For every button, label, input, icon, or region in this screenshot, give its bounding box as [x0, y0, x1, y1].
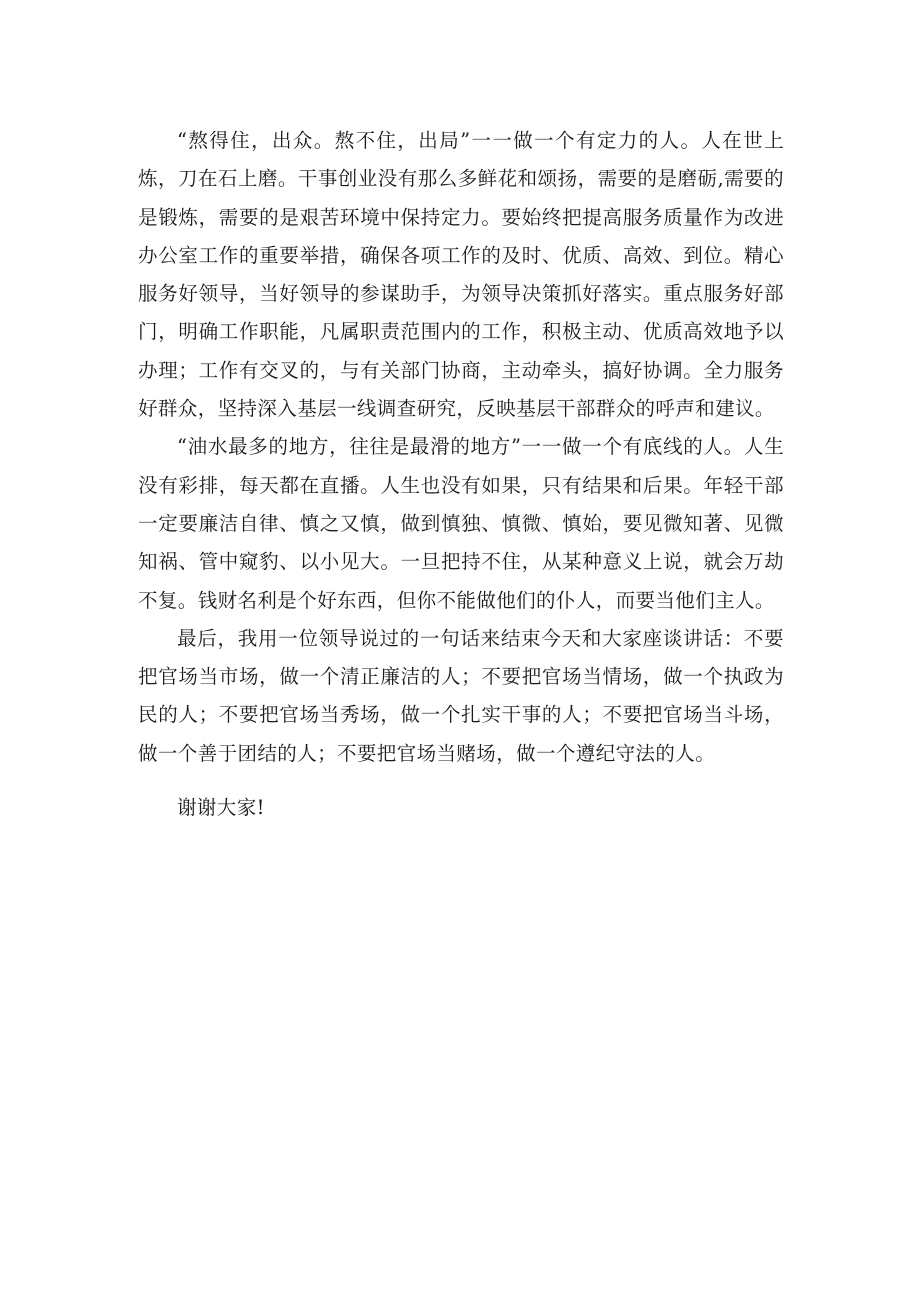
document-page [138, 122, 784, 827]
paragraph-bottom-line: “油水最多的地方，往往是最滑的地方”一一做一个有底线的人。人生没有彩排，每天都在直播。人生也没有如果，只有结果和后果。年轻干部一定要廉洁自律、慎之又慎，做到慎独、慎微、慎始，要见微知著、见微知祸、管中窥豹、以小见大。一旦把持不住，从某种意义上说，就会万劫不复。钱财名利是个好东西，但你不能做他们的仆人，而要当他们主人。 [138, 435, 784, 612]
paragraph-perseverance: “熬得住，出众。熬不住，出局”一一做一个有定力的人。人在世上炼，刀在石上磨。干事创业没有那么多鲜花和颂扬，需要的是磨砺,需要的是锻炼，需要的是艰苦环境中保持定力。要始终把提高服务质量作为改进办公室工作的重要举措，确保各项工作的及时、优质、高效、到位。精心服务好领导，当好领导的参谋助手，为领导决策抓好落实。重点服务好部门，明确工作职能，凡属职责范围内的工作，积极主动、优质高效地予以办理；工作有交叉的，与有关部门协商，主动牵头，搞好协调。全力服务好群众，坚持深入基层一线调查研究，反映基层干部群众的呼声和建议。 [138, 129, 784, 421]
paragraph-conclusion: 最后，我用一位领导说过的一句话来结束今天和大家座谈讲话：不要把官场当市场，做一个清正廉洁的人；不要把官场当情场，做一个执政为民的人；不要把官场当秀场，做一个扎实干事的人；不要把官场当斗场，做一个善于团结的人；不要把官场当赌场，做一个遵纪守法的人。 [138, 626, 784, 765]
closing-thanks: 谢谢大家! [177, 796, 265, 820]
